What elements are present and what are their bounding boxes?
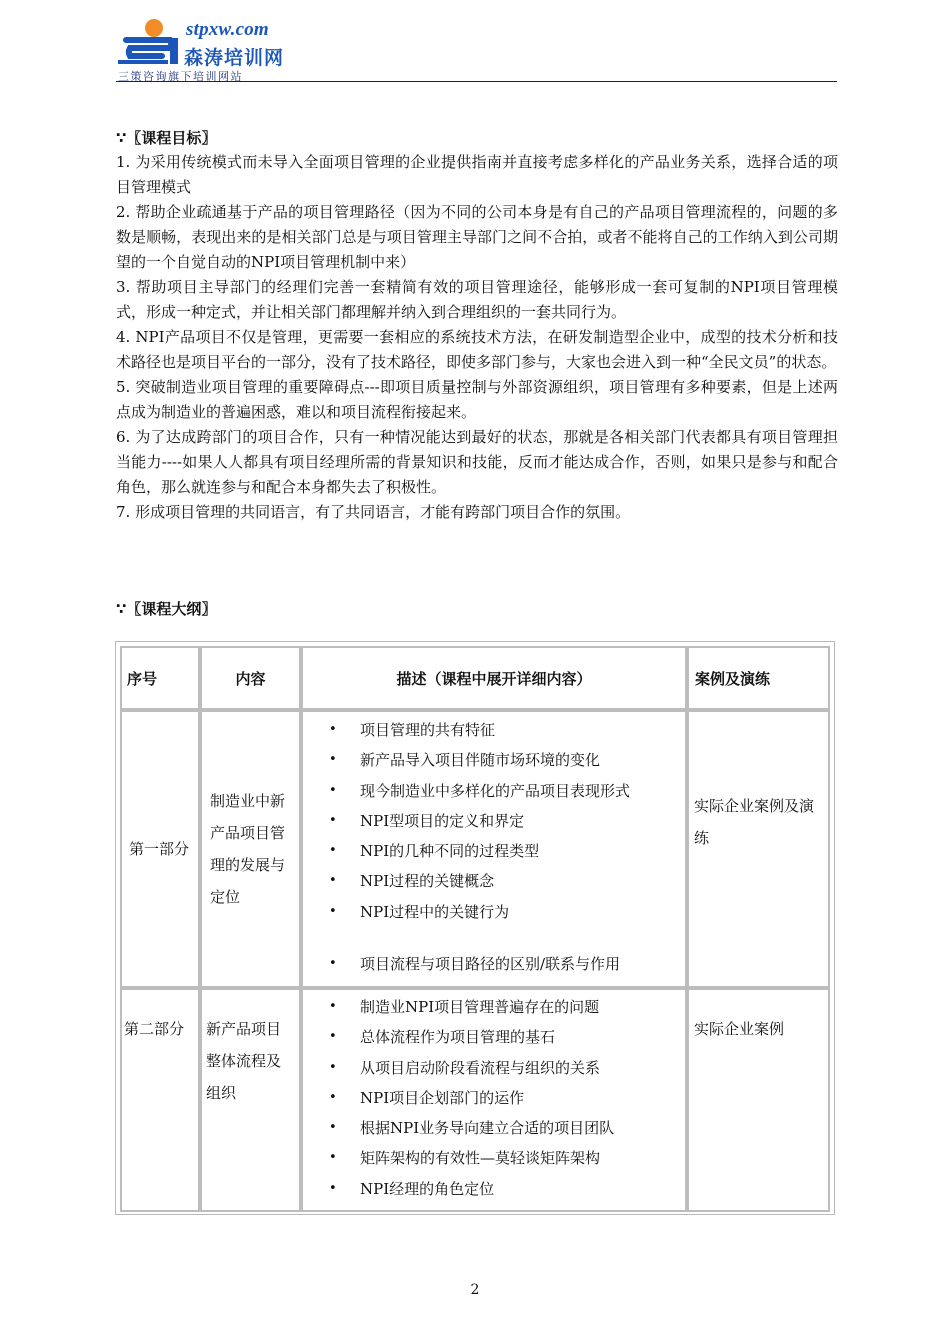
header-label: 序号 xyxy=(127,669,158,688)
outline-heading: ∵〖课程大纲〗 xyxy=(116,600,217,618)
table-row-seq xyxy=(120,988,200,1212)
list-item: • 新产品导入项目伴随市场环境的变化 xyxy=(303,745,685,775)
table-header-content xyxy=(200,646,301,710)
list-item: • 从项目启动阶段看流程与组织的关系 xyxy=(303,1053,685,1083)
list-item: • NPI过程中的关键行为 xyxy=(303,897,685,927)
list-item: • NPI过程的关键概念 xyxy=(303,866,685,896)
list-item: • 总体流程作为项目管理的基石 xyxy=(303,1022,685,1052)
row-practice-text: 实际企业案例 xyxy=(694,1020,785,1038)
table-header-practice xyxy=(687,646,830,710)
objectives-heading: ∵〖课程目标〗 xyxy=(116,129,217,147)
table-header-seq xyxy=(120,646,200,710)
logo-url-text: stpxw.com xyxy=(186,19,269,40)
objective-item: 5. 突破制造业项目管理的重要障碍点---即项目质量控制与外部资源组织，项目管理有多种要素，但是上述两点成为制造业的普遍困惑，难以和项目流程衔接起来。 xyxy=(116,378,838,421)
table-row-seq xyxy=(120,710,200,988)
table-row-description xyxy=(301,710,687,988)
objective-item: 7. 形成项目管理的共同语言，有了共同语言，才能有跨部门项目合作的氛围。 xyxy=(116,503,631,521)
list-item: • NPI经理的角色定位 xyxy=(303,1174,685,1204)
list-item: • 矩阵架构的有效性—莫轻谈矩阵架构 xyxy=(303,1143,685,1173)
row-seq-label: 第一部分 xyxy=(129,840,190,858)
objective-item: 3. 帮助项目主导部门的经理们完善一套精简有效的项目管理途径，能够形成一套可复制的NPI项目管理模式，形成一种定式，并让相关部门都理解并纳入到合理组织的一套共同行为。 xyxy=(116,278,838,321)
logo-emblem-icon xyxy=(116,18,188,68)
objective-item: 4. NPI产品项目不仅是管理，更需要一套相应的系统技术方法，在研发制造型企业中，成型的技术分析和技术路径也是项目平台的一部分，没有了技术路径，即使多部门参与，大家也会进入到一种“全民文员”的状态。 xyxy=(116,328,838,371)
table-row-content xyxy=(200,710,301,988)
bullet-list xyxy=(303,990,685,1204)
objective-item: 1. 为采用传统模式而未导入全面项目管理的企业提供指南并直接考虑多样化的产品业务关系，选择合适的项目管理模式 xyxy=(116,153,838,196)
logo-tagline: 三策咨询旗下培训网站 xyxy=(118,70,243,83)
objective-item: 6. 为了达成跨部门的项目合作，只有一种情况能达到最好的状态，那就是各相关部门代表都具有项目管理担当能力----如果人人都具有项目经理所需的背景知识和技能，反而才能达成合作，否则，如果只是参与和配合角色，那么就连参与和配合本身都失去了积极性。 xyxy=(116,428,838,496)
row-content-text: 新产品项目整体流程及组织 xyxy=(206,1020,282,1102)
list-item: • NPI型项目的定义和界定 xyxy=(303,806,685,836)
site-logo xyxy=(116,18,306,82)
page-number: 2 xyxy=(470,1282,480,1298)
course-outline-table xyxy=(115,641,835,1215)
row-seq-label: 第二部分 xyxy=(124,1020,185,1038)
list-item: • 项目管理的共有特征 xyxy=(303,715,685,745)
table-header-description xyxy=(301,646,687,710)
row-practice-text: 实际企业案例及演练 xyxy=(694,797,815,847)
list-item: • 根据NPI业务导向建立合适的项目团队 xyxy=(303,1113,685,1143)
table-row-description xyxy=(301,988,687,1212)
list-item: • 制造业NPI项目管理普遍存在的问题 xyxy=(303,992,685,1022)
header-label: 描述（课程中展开详细内容） xyxy=(396,669,592,688)
header-divider xyxy=(116,81,837,82)
logo-name-text: 森涛培训网 xyxy=(184,47,285,69)
header-label: 案例及演练 xyxy=(695,669,771,688)
table-row-content xyxy=(200,988,301,1212)
table-row-practice xyxy=(687,988,830,1212)
objectives-list xyxy=(116,150,838,525)
header-label: 内容 xyxy=(235,669,266,688)
list-item: • NPI项目企划部门的运作 xyxy=(303,1083,685,1113)
list-item: • 现今制造业中多样化的产品项目表现形式 xyxy=(303,776,685,806)
objective-item: 2. 帮助企业疏通基于产品的项目管理路径（因为不同的公司本身是有自己的产品项目管理流程的，问题的多数是顺畅，表现出来的是相关部门总是与项目管理主导部门之间不合拍，或者不能将自己的工作纳入到公司期望的一个自觉自动的NPI项目管理机制中来） xyxy=(116,203,838,271)
list-item: • NPI的几种不同的过程类型 xyxy=(303,836,685,866)
row-content-text: 制造业中新产品项目管理的发展与定位 xyxy=(210,792,286,906)
list-item: • 项目流程与项目路径的区别/联系与作用 xyxy=(303,949,685,979)
bullet-list xyxy=(303,712,685,979)
table-row-practice xyxy=(687,710,830,988)
